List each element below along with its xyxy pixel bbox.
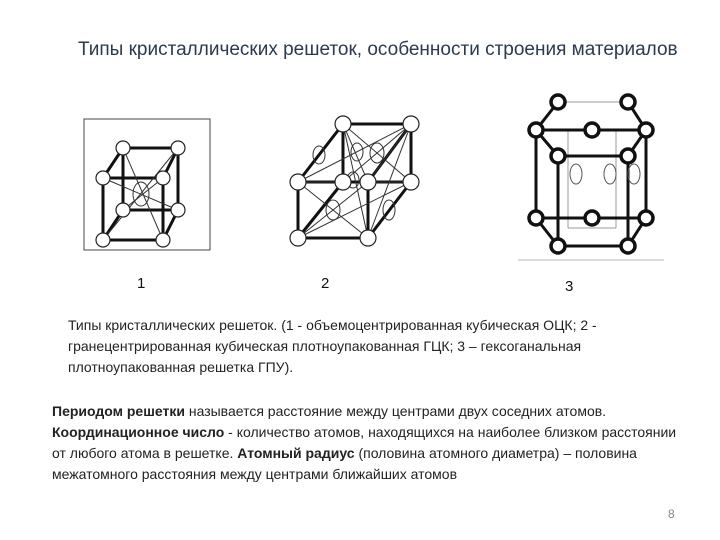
term-atomic-radius: Атомный радиус <box>237 445 355 461</box>
figure-caption: Типы кристаллических решеток. (1 - объемоцентрированная кубическая ОЦК; 2 - гранецентрированная кубическая плотноупакованная ГЦК; 3 – гексоганальная плотноупакованная решетка ГПУ). <box>68 317 597 375</box>
figure-number-2: 2 <box>321 275 330 292</box>
figure-number-3: 3 <box>565 278 574 295</box>
slide-title: Типы кристаллических решеток, особенности строения материалов <box>78 39 678 60</box>
definition-atomic-radius: (половина атомного диаметра) – половина межатомного расстояния между центрами ближайших атомов <box>52 445 637 482</box>
bcc-lattice-figure <box>83 118 213 253</box>
term-lattice-period: Периодом решетки <box>52 403 185 419</box>
hcp-lattice-figure <box>518 88 664 263</box>
page-number: 8 <box>668 507 675 521</box>
definitions-paragraph <box>52 401 692 485</box>
term-coordination-number: Координационное число <box>52 424 225 440</box>
fcc-lattice-figure <box>283 110 433 250</box>
definition-coordination-number: - количество атомов, находящихся на наиболее близком расстоянии от любого атома в решетке. <box>52 424 677 461</box>
figure-number-1: 1 <box>137 275 146 292</box>
definition-lattice-period: называется расстояние между центрами двух соседних атомов. <box>184 403 607 419</box>
